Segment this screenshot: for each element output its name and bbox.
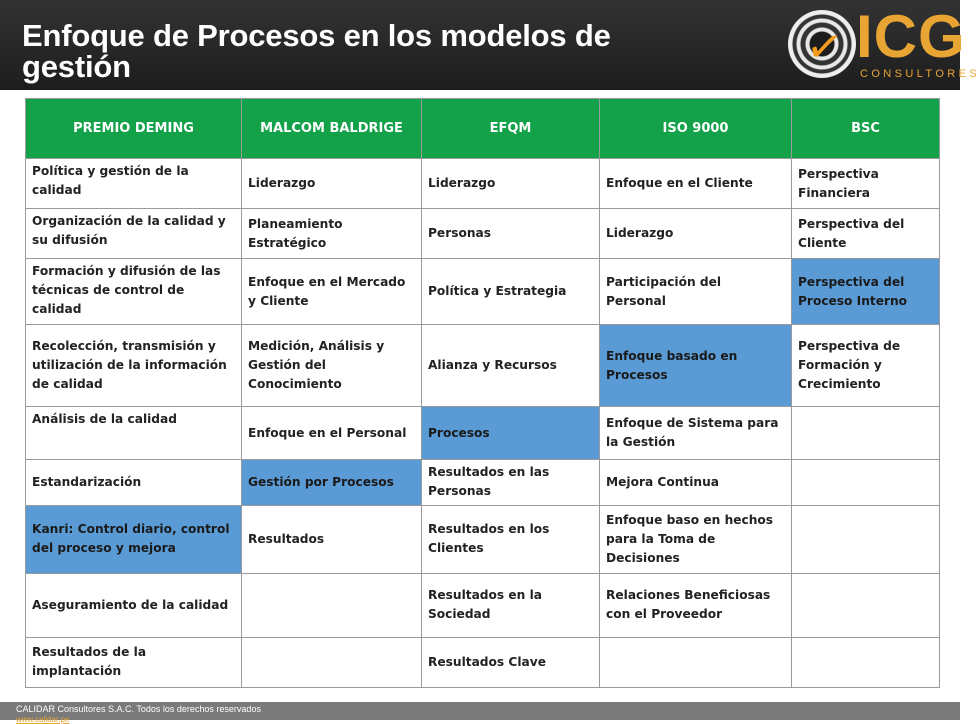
- table-cell: Liderazgo: [422, 159, 600, 209]
- table-cell: Alianza y Recursos: [422, 325, 600, 407]
- column-header: ISO 9000: [600, 99, 792, 159]
- table-cell: Resultados en las Personas: [422, 459, 600, 505]
- column-header: BSC: [792, 99, 940, 159]
- table-cell: [792, 637, 940, 687]
- table-cell: Enfoque baso en hechos para la Toma de Decisiones: [600, 505, 792, 573]
- table-cell: Recolección, transmisión y utilización de la información de calidad: [26, 325, 242, 407]
- table-cell: Liderazgo: [242, 159, 422, 209]
- table-cell: Organización de la calidad y su difusión: [26, 209, 242, 259]
- table-cell: Resultados de la implantación: [26, 637, 242, 687]
- footer-link[interactable]: www.calidar.pe: [16, 715, 70, 724]
- column-header: EFQM: [422, 99, 600, 159]
- table-cell: Enfoque de Sistema para la Gestión: [600, 407, 792, 459]
- table-cell: Liderazgo: [600, 209, 792, 259]
- table-cell: Medición, Análisis y Gestión del Conocimiento: [242, 325, 422, 407]
- table-cell: Análisis de la calidad: [26, 407, 242, 459]
- table-cell: Relaciones Beneficiosas con el Proveedor: [600, 573, 792, 637]
- table-cell: [792, 505, 940, 573]
- table-row: [26, 325, 940, 407]
- footer-copyright: CALIDAR Consultores S.A.C. Todos los derechos reservados: [16, 704, 261, 714]
- table-cell: [600, 637, 792, 687]
- table-row: [26, 159, 940, 209]
- column-header: PREMIO DEMING: [26, 99, 242, 159]
- footer-bar: [0, 702, 960, 724]
- table-cell-highlighted: Gestión por Procesos: [242, 459, 422, 505]
- table-cell-highlighted: Kanri: Control diario, control del proceso y mejora: [26, 505, 242, 573]
- models-table: [25, 98, 940, 688]
- table-cell-highlighted: Enfoque basado en Procesos: [600, 325, 792, 407]
- table-cell: Perspectiva Financiera: [792, 159, 940, 209]
- table-row: [26, 259, 940, 325]
- icg-logo: [780, 3, 980, 84]
- table-cell: Política y gestión de la calidad: [26, 159, 242, 209]
- table-cell: Resultados: [242, 505, 422, 573]
- table-cell: [792, 573, 940, 637]
- table-cell: Perspectiva de Formación y Crecimiento: [792, 325, 940, 407]
- table-cell: Estandarización: [26, 459, 242, 505]
- table-cell: Política y Estrategia: [422, 259, 600, 325]
- page-title: Enfoque de Procesos en los modelos de gestión: [22, 18, 611, 84]
- column-header: MALCOM BALDRIGE: [242, 99, 422, 159]
- table-cell: [792, 407, 940, 459]
- table-row: [26, 209, 940, 259]
- table-cell: Enfoque en el Cliente: [600, 159, 792, 209]
- logo-text: ICG: [856, 3, 966, 70]
- table-cell-highlighted: Procesos: [422, 407, 600, 459]
- table-cell: [792, 459, 940, 505]
- table-cell-highlighted: Perspectiva del Proceso Interno: [792, 259, 940, 325]
- table-row: [26, 505, 940, 573]
- table-cell: Perspectiva del Cliente: [792, 209, 940, 259]
- table-cell: Enfoque en el Mercado y Cliente: [242, 259, 422, 325]
- table-header-row: [26, 99, 940, 159]
- table-cell: Planeamiento Estratégico: [242, 209, 422, 259]
- table-cell: Resultados en los Clientes: [422, 505, 600, 573]
- table-cell: Mejora Continua: [600, 459, 792, 505]
- table-cell: Resultados Clave: [422, 637, 600, 687]
- logo-check-icon: ✓: [802, 19, 847, 76]
- table-cell: Enfoque en el Personal: [242, 407, 422, 459]
- table-cell: [242, 573, 422, 637]
- table-cell: Participación del Personal: [600, 259, 792, 325]
- table-row: [26, 407, 940, 459]
- table-cell: Formación y difusión de las técnicas de control de calidad: [26, 259, 242, 325]
- table-row: [26, 573, 940, 637]
- table-row: [26, 459, 940, 505]
- table-cell: Personas: [422, 209, 600, 259]
- table-cell: Resultados en la Sociedad: [422, 573, 600, 637]
- table-cell: [242, 637, 422, 687]
- table-row: [26, 637, 940, 687]
- table-cell: Aseguramiento de la calidad: [26, 573, 242, 637]
- header-bar: [0, 0, 980, 90]
- logo-subtitle: CONSULTORES: [860, 68, 980, 80]
